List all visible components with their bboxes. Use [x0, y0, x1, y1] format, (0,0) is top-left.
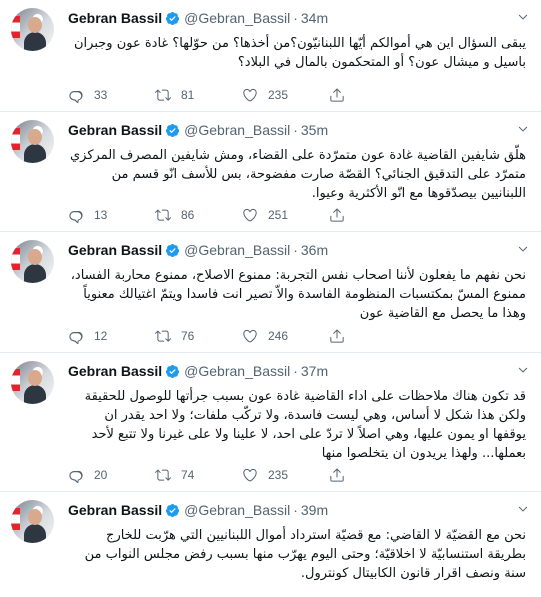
retweet-button[interactable]	[155, 328, 242, 344]
retweet-button[interactable]	[155, 467, 242, 483]
tweet-header	[68, 120, 529, 140]
verified-badge-icon	[165, 243, 180, 258]
author-name[interactable]: Gebran Bassil	[68, 122, 163, 138]
avatar[interactable]	[11, 240, 54, 283]
author-handle[interactable]: @Gebran_Bassil	[184, 122, 291, 138]
share-icon	[329, 207, 345, 223]
separator-dot: ·	[293, 10, 298, 26]
author-name[interactable]: Gebran Bassil	[68, 242, 163, 258]
tweet-header	[68, 500, 529, 520]
reply-icon	[68, 467, 84, 483]
chevron-down-icon[interactable]	[517, 364, 529, 376]
reply-icon	[68, 207, 84, 223]
retweet-count: 76	[181, 329, 195, 343]
share-icon	[329, 328, 345, 344]
avatar[interactable]	[11, 500, 54, 543]
tweet-text: نحن نفهم ما يفعلون لأننا اصحاب نفس التجربة: ممنوع الاصلاح، ممنوع محاربة الفساد، ممنوع المسّ بمكتسبات المنظومة الفاسدة والاّ تصير انت فاسدا ويتمّ اغتيالك معنوياً وهذا ما يحصل مع القاضية عون	[70, 268, 526, 321]
like-count: 246	[268, 329, 289, 343]
retweet-count: 74	[181, 468, 195, 482]
retweet-icon	[155, 87, 171, 103]
reply-icon	[68, 328, 84, 344]
like-count: 235	[268, 88, 289, 102]
tweet[interactable]	[0, 232, 541, 353]
reply-button[interactable]	[68, 87, 155, 103]
author-handle[interactable]: @Gebran_Bassil	[184, 10, 291, 26]
tweet[interactable]	[0, 112, 541, 232]
tweet-text: هلّق شايفين القاضية غادة عون متمرّدة على القضاء، ومش شايفين المصرف المركزي متمرّد على التدقيق الجنائي؟ القصّة صارت مفضوحة، بس للأسف انّو قسم من اللبنانيين بيصدّقوها مع انّو الأكثرية وعيوا.	[70, 148, 526, 201]
tweet-actions	[68, 467, 418, 483]
chevron-down-icon[interactable]	[517, 11, 529, 23]
tweet-text: نحن مع القضيّة لا القاضي: مع قضيّة استرداد أموال اللبنانيين التي هرّبت للخارج بطريقة استنسابيّة لا اخلاقيّة؛ وحتى اليوم يهرّب منها بسبب رفض مجلس النواب من سنة ونصف اقرار قانون الكابيتال كونترول.	[84, 528, 526, 581]
author-handle[interactable]: @Gebran_Bassil	[184, 363, 291, 379]
tweet-header	[68, 361, 529, 381]
retweet-button[interactable]	[155, 87, 242, 103]
chevron-down-icon[interactable]	[517, 243, 529, 255]
tweet[interactable]	[0, 353, 541, 492]
like-count: 251	[268, 208, 289, 222]
retweet-count: 86	[181, 208, 195, 222]
author-name[interactable]: Gebran Bassil	[68, 363, 163, 379]
reply-count: 13	[94, 208, 108, 222]
separator-dot: ·	[293, 122, 298, 138]
avatar[interactable]	[11, 8, 54, 51]
separator-dot: ·	[293, 502, 298, 518]
avatar[interactable]	[11, 120, 54, 163]
heart-icon	[242, 207, 258, 223]
heart-icon	[242, 328, 258, 344]
reply-count: 12	[94, 329, 108, 343]
share-button[interactable]	[329, 467, 416, 483]
tweet-actions	[68, 328, 418, 344]
tweet-header	[68, 240, 529, 260]
avatar[interactable]	[11, 361, 54, 404]
author-handle[interactable]: @Gebran_Bassil	[184, 502, 291, 518]
reply-count: 20	[94, 468, 108, 482]
retweet-icon	[155, 467, 171, 483]
author-handle[interactable]: @Gebran_Bassil	[184, 242, 291, 258]
share-button[interactable]	[329, 207, 416, 223]
verified-badge-icon	[165, 123, 180, 138]
share-icon	[329, 467, 345, 483]
author-name[interactable]: Gebran Bassil	[68, 10, 163, 26]
separator-dot: ·	[293, 242, 298, 258]
timestamp[interactable]: 36m	[300, 242, 329, 258]
reply-icon	[68, 87, 84, 103]
verified-badge-icon	[165, 11, 180, 26]
author-name[interactable]: Gebran Bassil	[68, 502, 163, 518]
timestamp[interactable]: 39m	[300, 502, 329, 518]
separator-dot: ·	[293, 363, 298, 379]
heart-icon	[242, 87, 258, 103]
retweet-button[interactable]	[155, 207, 242, 223]
retweet-icon	[155, 328, 171, 344]
verified-badge-icon	[165, 364, 180, 379]
timestamp[interactable]: 34m	[300, 10, 329, 26]
chevron-down-icon[interactable]	[517, 503, 529, 515]
tweet[interactable]	[0, 0, 541, 112]
retweet-count: 81	[181, 88, 195, 102]
share-icon	[329, 87, 345, 103]
tweet-actions	[68, 207, 418, 223]
like-button[interactable]	[242, 87, 329, 103]
tweet[interactable]	[0, 492, 541, 597]
tweet-header	[68, 8, 529, 28]
share-button[interactable]	[329, 87, 416, 103]
retweet-icon	[155, 207, 171, 223]
reply-button[interactable]	[68, 467, 155, 483]
reply-button[interactable]	[68, 207, 155, 223]
chevron-down-icon[interactable]	[517, 123, 529, 135]
tweet-text: يبقى السؤال اين هي أموالكم أيّها اللبنانيّون؟من أخذها؟ من حوّلها؟ غادة عون وجبران باسيل و ميشال عون؟ أو المتحكمون بالمال في البلاد؟	[74, 36, 526, 70]
like-button[interactable]	[242, 467, 329, 483]
tweet-actions	[68, 87, 418, 103]
like-count: 235	[268, 468, 289, 482]
reply-count: 33	[94, 88, 108, 102]
reply-button[interactable]	[68, 328, 155, 344]
timestamp[interactable]: 35m	[300, 122, 329, 138]
like-button[interactable]	[242, 207, 329, 223]
verified-badge-icon	[165, 503, 180, 518]
heart-icon	[242, 467, 258, 483]
tweet-text: قد تكون هناك ملاحظات على اداء القاضية غادة عون بسبب جرأتها للوصول للحقيقة ولكن هذا شكل لا أساس، وهي ليست فاسدة، ولا تركّب ملفات؛ ولا احد يقدر ان يوقفها او يمون عليها، وهي اصلاً لا تردّ على احد، لا علينا ولا على غيرنا ولا تتبع لأحد بعملها... ولهذا يريدون ان يتخلصوا منها	[84, 389, 526, 461]
share-button[interactable]	[329, 328, 416, 344]
like-button[interactable]	[242, 328, 329, 344]
timestamp[interactable]: 37m	[300, 363, 329, 379]
